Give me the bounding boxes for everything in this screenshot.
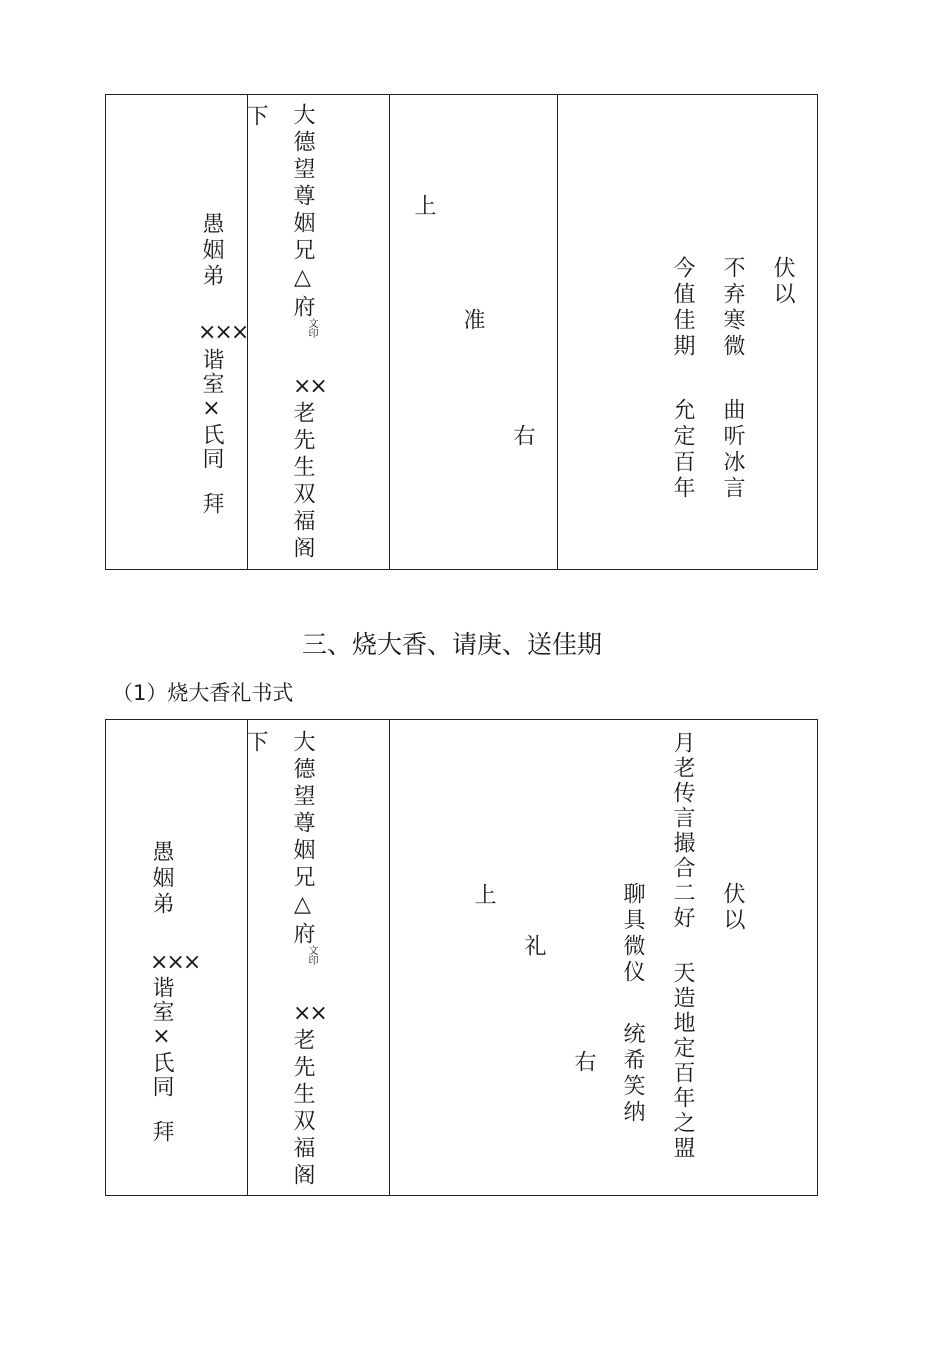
card-1-divider-2	[389, 94, 390, 570]
card-2-line1b: 天造地定百年之盟	[670, 961, 695, 1161]
card-1-divider-3	[557, 94, 558, 570]
card-2-recipient-honorific: 老先生双福阁	[290, 1028, 315, 1190]
card-1-line2b: 允定百年	[670, 398, 695, 502]
card-2-li: 礼	[521, 934, 546, 960]
card-2-seal: 文印	[306, 945, 317, 965]
sub-heading: （1）烧大香礼书式	[112, 681, 294, 705]
section-heading: 三、烧大香、请庚、送佳期	[302, 630, 603, 659]
card-2-recipient-title: 大德望尊姻兄△府	[290, 730, 315, 949]
card-1-sender-name: ×××	[198, 320, 248, 345]
card-1-zhun: 准	[460, 308, 485, 334]
card-1-sender: 愚姻弟	[199, 212, 224, 290]
card-1-recipient-honorific: 老先生双福阁	[290, 401, 315, 563]
card-2-xia: 下	[243, 730, 268, 756]
card-2-fuyi: 伏以	[720, 882, 745, 934]
card-2-shang: 上	[471, 883, 496, 909]
card-2-sender-bow: 拜	[149, 1120, 174, 1146]
card-2-line2a: 聊具微仪	[620, 882, 645, 986]
card-1-seal: 文印	[306, 318, 317, 338]
card-1-recipient-name: ××	[293, 374, 326, 399]
card-1-you: 右	[510, 424, 535, 450]
card-2-line1a: 月老传言撮合二好	[670, 731, 695, 931]
card-1-recipient-title: 大德望尊姻兄△府	[290, 103, 315, 322]
card-2-divider-1	[247, 719, 248, 1196]
card-2-sender-spouse: 谐室×氏同	[149, 976, 174, 1099]
card-2-recipient-name: ××	[293, 1001, 326, 1026]
card-1-xia: 下	[243, 104, 268, 130]
card-2-you: 右	[571, 1050, 596, 1076]
card-2-frame	[105, 719, 818, 1196]
card-1-line1a: 不弃寒微	[720, 256, 745, 360]
card-1-fuyi: 伏以	[770, 256, 795, 308]
card-1-line1b: 曲听冰言	[720, 398, 745, 502]
card-2-divider-2	[389, 719, 390, 1196]
card-2-sender-name: ×××	[150, 950, 200, 975]
card-1-line2a: 今值佳期	[670, 256, 695, 360]
card-2-line2b: 统希笑纳	[620, 1022, 645, 1126]
card-1-shang: 上	[411, 194, 436, 220]
card-2-sender: 愚姻弟	[149, 840, 174, 918]
card-1-sender-spouse: 谐室×氏同	[199, 348, 224, 471]
card-1-sender-bow: 拜	[199, 492, 224, 518]
